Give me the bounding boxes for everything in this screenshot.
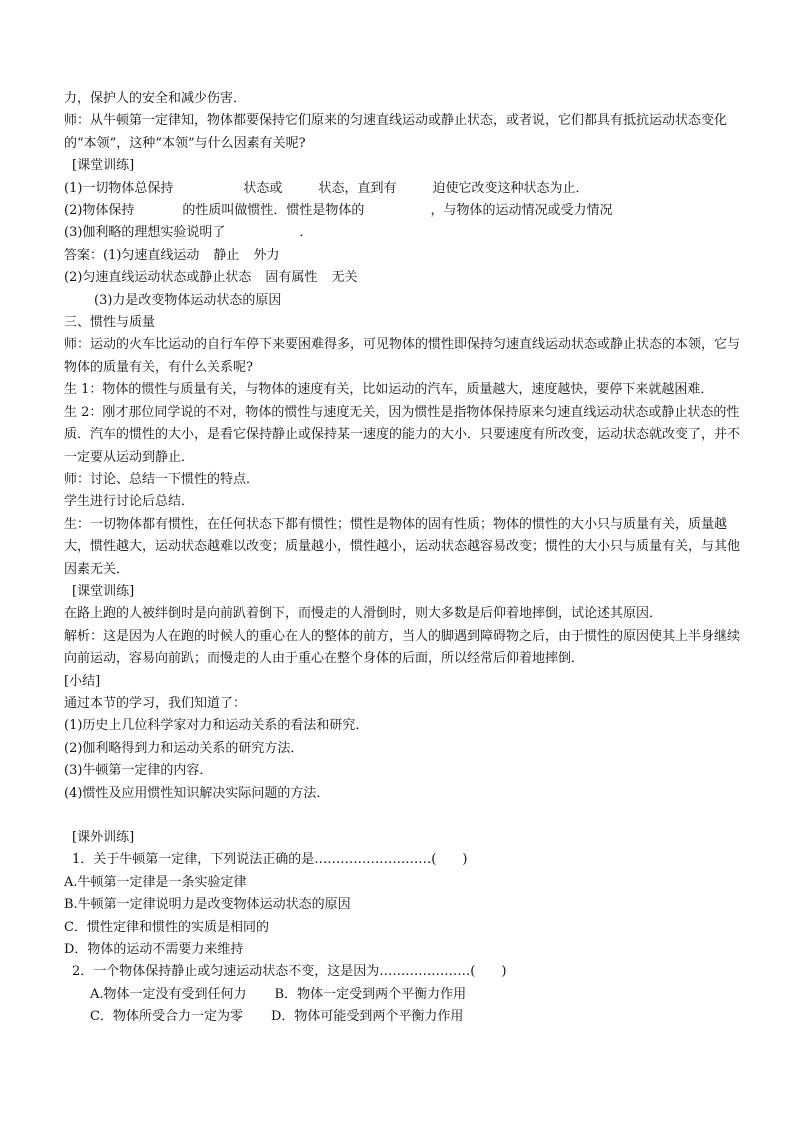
options-ab (64, 984, 744, 1006)
question-text: 状态或 (243, 180, 283, 196)
option-d: D．物体的运动不需要力来维持 (64, 942, 244, 958)
answer-text: 答案：(1)匀速直线运动 (64, 247, 200, 263)
question-text: 状态，直到有 (318, 180, 397, 196)
answer-text: 静止 (213, 247, 240, 263)
section-heading-classroom-training: [课堂训练] (72, 583, 135, 599)
section-heading-summary: [小结] (64, 673, 101, 689)
option-c: C．物体所受合力一定为零 (90, 1009, 243, 1025)
question-text: ，与物体的运动情况或受力情况 (430, 203, 613, 219)
answer-line-1 (64, 245, 744, 267)
option-a: A.牛顿第一定律是一条实验定律 (64, 874, 247, 890)
summary-item: (3)牛顿第一定律的内容． (64, 763, 213, 779)
question-text: ． (299, 225, 313, 241)
question-text: 的性质叫做惯性．惯性是物体的 (182, 203, 365, 219)
teacher-paragraph: 师：从牛顿第一定律知，物体都要保持它们原来的匀速直线运动或静止状态，或者说，它们都具有抵抗运动状态变化的“本领”，这种“本领”与什么因素有关呢? (64, 113, 728, 151)
option-b: B．物体一定受到两个平衡力作用 (274, 986, 467, 1002)
section-heading-classroom-training: [课堂训练] (72, 158, 135, 174)
section-heading-extra-training: [课外训练] (72, 830, 135, 845)
question-text: 迫使它改变这种状态为止． (432, 180, 589, 196)
student-paragraph: 生 1：物体的惯性与质量有关，与物体的速度有关，比如运动的汽车，质量越大，速度越快，要停下来就越困难． (64, 382, 714, 398)
exercise-question: 在路上跑的人被绊倒时是向前趴着倒下，而慢走的人滑倒时，则大多数是后仰着地摔倒，试论述其原因． (64, 606, 663, 622)
paragraph: 学生进行讨论后总结． (64, 494, 195, 510)
answer-text: 外力 (253, 247, 280, 263)
teacher-paragraph: 师：讨论、总结一下惯性的特点． (64, 471, 260, 487)
section-heading: 三、惯性与质量 (64, 315, 156, 331)
paragraph: 通过本节的学习，我们知道了： (64, 695, 247, 711)
question-1 (64, 178, 744, 200)
analysis-paragraph: 解析：这是因为人在跑的时候人的重心在人的整体的前方，当人的脚遇到障碍物之后，由于惯性的原因使其上半身继续向前运动，容易向前趴；而慢走的人由于重心在整个身体的后面，所以经常后仰着地摔倒． (64, 628, 741, 667)
answer-line-2 (64, 267, 744, 289)
answer-line-3: (3)力是改变物体运动状态的原因 (94, 292, 282, 308)
answer-text: (2)匀速直线运动状态或静止状态 (64, 270, 252, 286)
exercise-question-2: 2．一个物体保持静止或匀速运动状态不变，这是因为…………………( ) (72, 964, 507, 980)
question-3 (64, 222, 744, 244)
answer-text: 无关 (331, 270, 358, 286)
teacher-paragraph: 师：运动的火车比运动的自行车停下来要困难得多，可见物体的惯性即保持匀速直线运动状态或静止状态的本领，它与物体的质量有关，有什么关系呢? (64, 337, 741, 375)
question-2 (64, 200, 744, 222)
document-page (64, 88, 744, 1029)
option-d: D．物体可能受到两个平衡力作用 (270, 1009, 464, 1025)
student-paragraph: 生 2：刚才那位同学说的不对，物体的惯性与速度无关，因为惯性是指物体保持原来匀速直线运动状态或静止状态的性质．汽车的惯性的大小，是看它保持静止或保持某一速度的能力的大小．只要速度有所改变，运动状态就改变了，并不一定要从运动到静止． (64, 404, 741, 465)
question-text: (3)伽利略的理想实验说明了 (64, 225, 226, 241)
summary-item: (1)历史上几位科学家对力和运动关系的看法和研究． (64, 718, 369, 734)
exercise-question-1: 1．关于牛顿第一定律，下列说法正确的是………………………( ) (72, 852, 468, 868)
answer-text: 固有属性 (265, 270, 318, 286)
student-paragraph: 生：一切物体都有惯性，在任何状态下都有惯性；惯性是物体的固有性质；物体的惯性的大小只与质量有关，质量越大，惯性越大，运动状态越难以改变；质量越小，惯性越小，运动状态越容易改变；惯性的大小只与质量有关，与其他因素无关． (64, 516, 741, 577)
question-text: (1)一切物体总保持 (64, 180, 174, 196)
paragraph: 力，保护人的安全和减少伤害． (64, 91, 247, 106)
summary-item: (2)伽利略得到力和运动关系的研究方法． (64, 740, 304, 756)
summary-item: (4)惯性及应用惯性知识解决实际问题的方法． (64, 785, 330, 801)
option-b: B.牛顿第一定律说明力是改变物体运动状态的原因 (64, 897, 351, 913)
option-c: C．惯性定律和惯性的实质是相同的 (64, 919, 269, 935)
option-a: A.物体一定没有受到任何力 (90, 986, 247, 1002)
options-cd (64, 1006, 744, 1028)
question-text: (2)物体保持 (64, 203, 135, 219)
